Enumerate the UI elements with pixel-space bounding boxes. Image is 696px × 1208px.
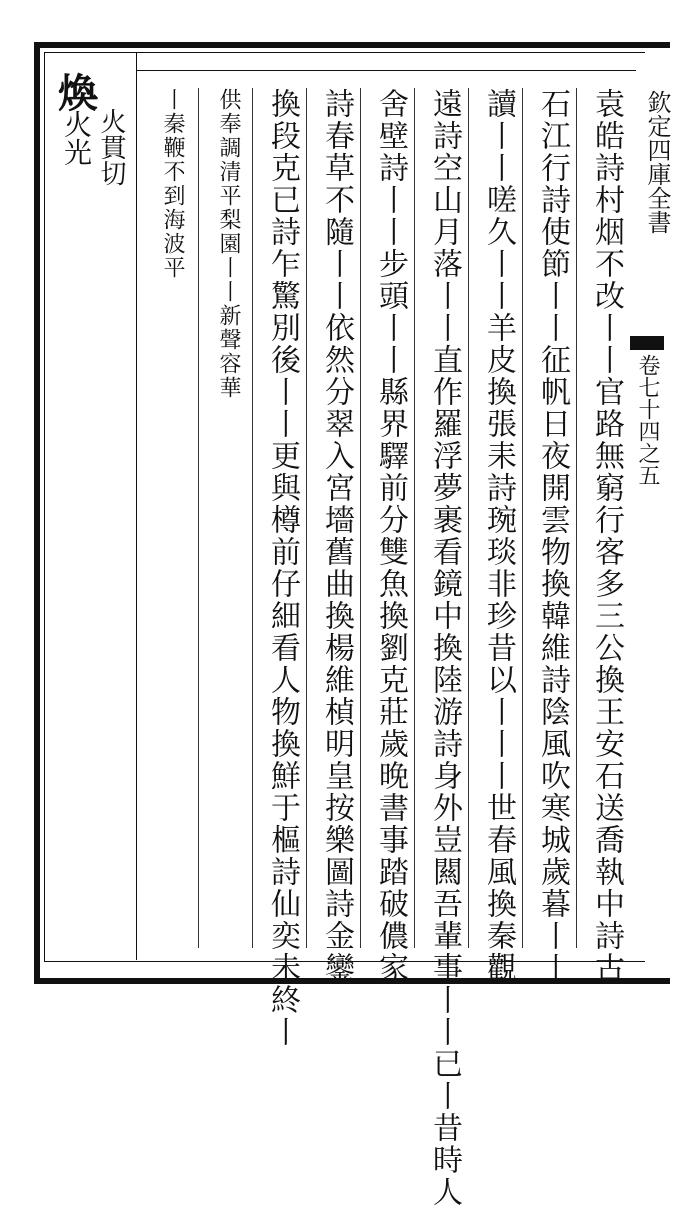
volume-label: 卷七十四之五 bbox=[635, 354, 660, 486]
header-reading-1: 火貫切 bbox=[96, 108, 126, 186]
column-divider bbox=[198, 88, 199, 948]
column-text: 供奉調清平梨園丨丨新聲容華 bbox=[216, 88, 241, 400]
column-text: 遠詩空山月落丨丨直作羅浮夢裹看鏡中換陸游詩身外豈闗吾輩事丨丨已丨昔時人 bbox=[427, 88, 462, 1208]
text-column-9 bbox=[152, 88, 192, 280]
column-text: 丨秦鞭不到海波平 bbox=[160, 88, 185, 280]
fish-tail-mark bbox=[630, 336, 664, 350]
column-divider bbox=[306, 88, 307, 948]
text-column-5 bbox=[370, 88, 410, 984]
text-column-4 bbox=[424, 88, 464, 1208]
column-divider bbox=[252, 88, 253, 948]
column-text: 石江行詩使節丨丨征帆日夜開雲物換韓維詩陰風吹寒城歲暮丨丨 bbox=[535, 88, 570, 984]
text-column-2 bbox=[532, 88, 572, 984]
text-column-8 bbox=[208, 88, 248, 400]
column-divider bbox=[468, 88, 469, 948]
header-box bbox=[44, 52, 137, 960]
text-column-3 bbox=[478, 88, 518, 984]
column-divider bbox=[360, 88, 361, 948]
header-char: 煥 bbox=[58, 70, 98, 117]
column-divider bbox=[414, 88, 415, 948]
column-text: 舍壁詩丨丨步頭丨丨縣界驛前分雙魚換劉克莊歲晚書事踏破儂家 bbox=[373, 88, 408, 984]
collection-title: 欽定四庫全書 bbox=[643, 90, 671, 234]
header-rule bbox=[136, 70, 636, 71]
column-divider bbox=[522, 88, 523, 948]
column-text: 讀丨丨嗟久丨丨羊皮換張耒詩琬琰非珍昔以丨丨丨世春風換秦觀 bbox=[481, 88, 516, 984]
column-text: 詩春草不隨丨丨依然分翠入宮墻舊曲換楊維楨明皇按樂圖詩金鑾 bbox=[319, 88, 354, 984]
column-text: 換段克已詩乍驚別後丨丨更與樽前仔細看人物換鮮于樞詩仙奕未終丨 bbox=[265, 88, 300, 1048]
column-divider bbox=[576, 88, 577, 948]
text-column-7 bbox=[262, 88, 302, 1048]
header-reading-2: 火光 bbox=[60, 110, 93, 166]
column-text: 袁皓詩村烟不改丨丨官路無窮行客多三公換王安石送喬執中詩古 bbox=[589, 88, 624, 984]
text-column-6 bbox=[316, 88, 356, 984]
text-column-1 bbox=[586, 88, 626, 984]
